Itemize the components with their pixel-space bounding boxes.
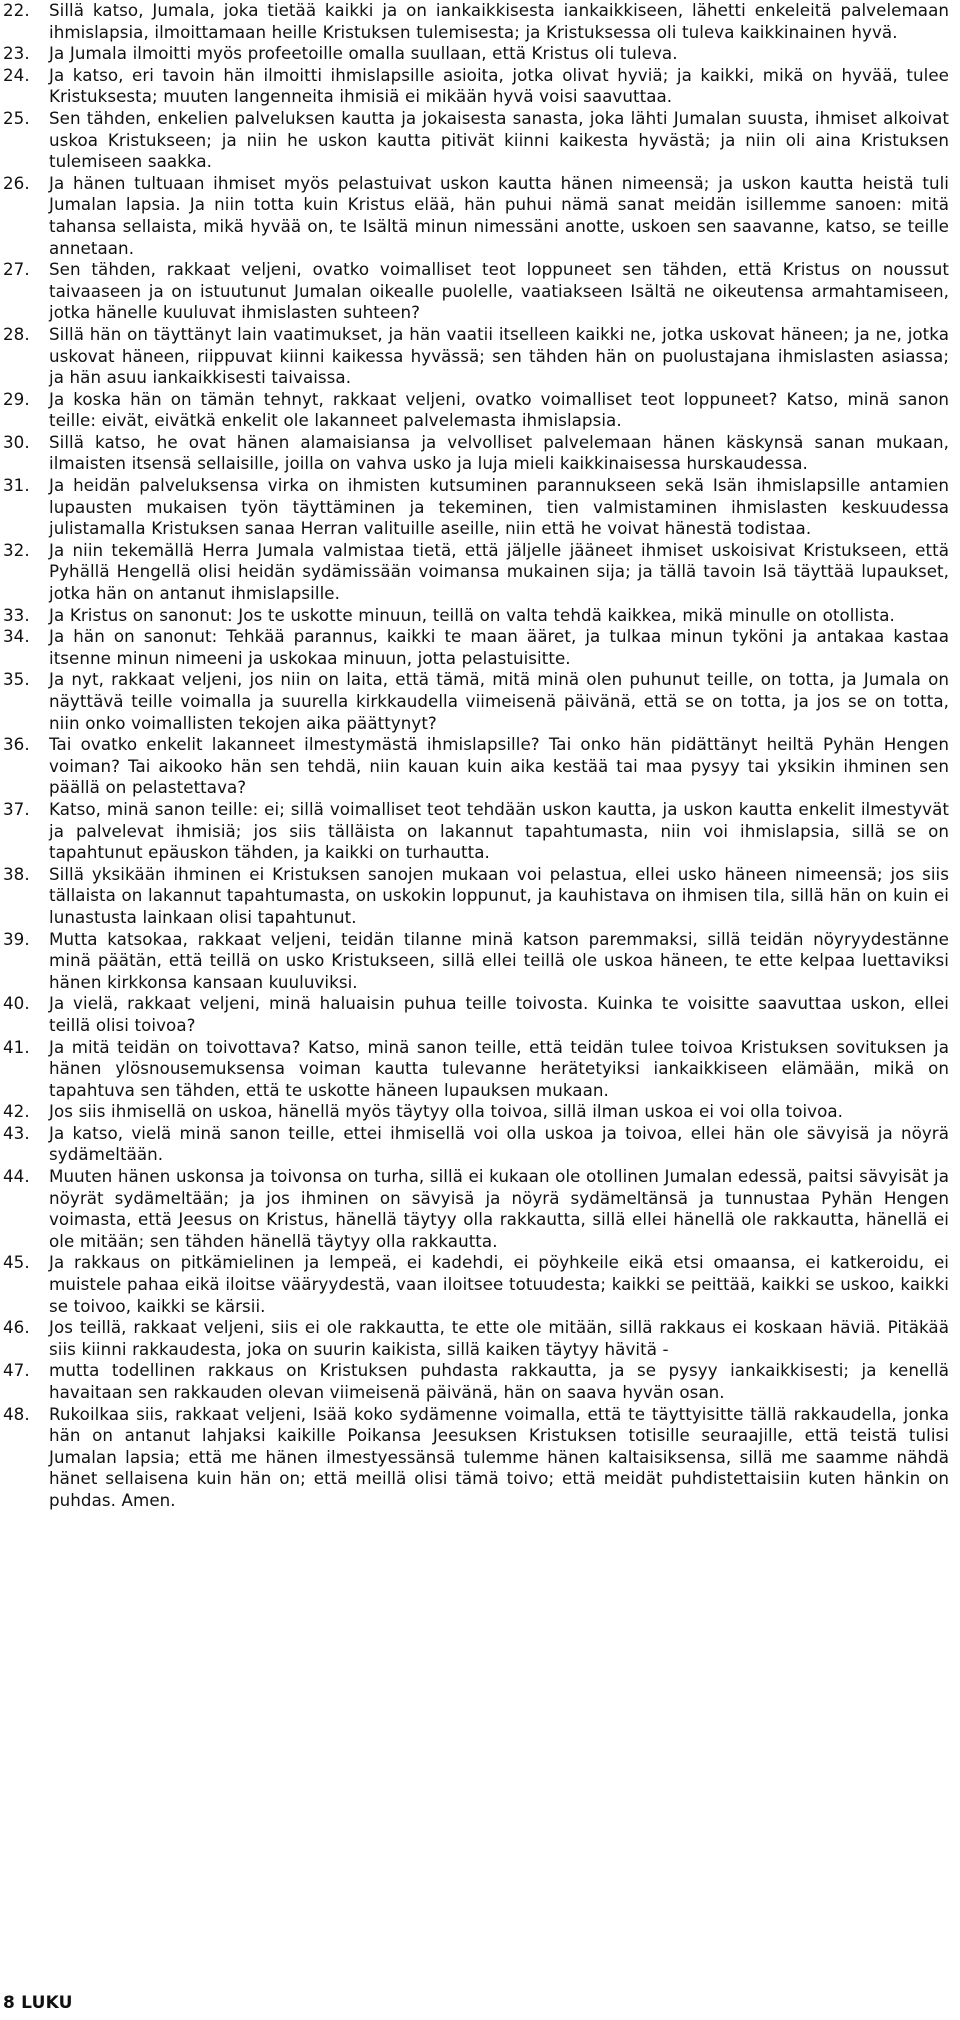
verse-item	[3, 1123, 949, 1166]
verse-number: 26.	[3, 172, 30, 193]
verse-item	[3, 0, 949, 43]
verse-number: 34.	[3, 626, 30, 647]
verse-number: 35.	[3, 669, 30, 690]
verse-item	[3, 540, 949, 605]
verse-number: 46.	[3, 1317, 30, 1338]
verse-item	[3, 669, 949, 734]
verse-number: 45.	[3, 1252, 30, 1273]
verse-text: Ja nyt, rakkaat veljeni, jos niin on laita, että tämä, mitä minä olen puhunut teille, on totta, ja Jumala on näyttävä teille voimalla ja suurella kirkkaudella viimeisenä päivänä, että se on totta, ja jos se on totta, niin onko voimallisten tekojen aika päättynyt?	[49, 669, 949, 733]
verse-number: 38.	[3, 863, 30, 884]
verse-text: Muuten hänen uskonsa ja toivonsa on turha, sillä ei kukaan ole otollinen Jumalan edessä, paitsi sävyisät ja nöyrät sydämeltään; ja jos ihminen on sävyisä ja nöyrä sydämeltänsä ja tunnustaa Pyhän Hengen voimasta, että Jeesus on Kristus, hänellä täytyy olla rakkautta, sillä ellei hänellä ole rakkautta, hänellä ei ole mitään; sen tähden hänellä täytyy olla rakkautta.	[49, 1166, 949, 1251]
verse-number: 33.	[3, 604, 30, 625]
verse-text: Ja Kristus on sanonut: Jos te uskotte minuun, teillä on valta tehdä kaikkea, mikä minulle on otollista.	[49, 604, 895, 625]
verse-text: Ja Jumala ilmoitti myös profeetoille omalla suullaan, että Kristus oli tuleva.	[49, 43, 678, 64]
verse-number: 36.	[3, 734, 30, 755]
verse-text: mutta todellinen rakkaus on Kristuksen puhdasta rakkautta, ja se pysyy iankaikkisesti; ja kenellä havaitaan sen rakkauden olevan viimeisenä päivänä, hän on saava hyvän osan.	[49, 1360, 949, 1402]
verse-text: Tai ovatko enkelit lakanneet ilmestymästä ihmislapsille? Tai onko hän pidättänyt heiltä Pyhän Hengen voiman? Tai aikooko hän sen tehdä, niin kauan kuin aika kestää tai maa pysyy tai yksikin ihminen sen päällä on pelastettava?	[49, 734, 949, 798]
verse-text: Ja katso, eri tavoin hän ilmoitti ihmislapsille asioita, jotka olivat hyviä; ja kaikki, mikä on hyvää, tulee Kristuksesta; muuten langenneita ihmisiä ei mikään hyvä voisi saavuttaa.	[49, 64, 949, 107]
verse-item	[3, 1101, 949, 1123]
verse-item	[3, 605, 949, 627]
verse-item	[3, 1252, 949, 1317]
verse-number: 27.	[3, 259, 30, 280]
verse-text: Sillä hän on täyttänyt lain vaatimukset, ja hän vaatii itselleen kaikki ne, jotka uskovat häneen; ja ne, jotka uskovat häneen, riippuvat kiinni kaikessa hyvässä; sen tähden hän on puolustajana ihmislasten asiassa; ja hän asuu iankaikkisesti taivaissa.	[49, 323, 949, 388]
verse-number: 30.	[3, 431, 30, 452]
verse-text: Ja rakkaus on pitkämielinen ja lempeä, ei kadehdi, ei pöyhkeile eikä etsi omaansa, ei katkeroidu, ei muistele pahaa eikä iloitse vääryydestä, vaan iloitsee totuudesta; kaikki se peittää, kaikki se uskoo, kaikki se toivoo, kaikki se kärsii.	[49, 1252, 949, 1316]
verse-item	[3, 799, 949, 864]
verse-text: Rukoilkaa siis, rakkaat veljeni, Isää koko sydämenne voimalla, että te täyttyisitte tällä rakkaudella, jonka hän on antanut lahjaksi kaikille Poikansa Jeesuksen Kristuksen totisille seuraajille, että teistä tulisi Jumalan lapsia; että me hänen ilmestyessänsä tulemme hänen kaltaisiksensa, sillä me saamme nähdä hänet sellaisena kuin hän on; että meillä olisi tämä toivo; että meidät puhdistettaisiin kuten hänkin on puhdas. Amen.	[49, 1403, 949, 1510]
verse-text: Sillä katso, Jumala, joka tietää kaikki ja on iankaikkisesta iankaikkiseen, lähetti enkeleitä palvelemaan ihmislapsia, ilmoittamaan heille Kristuksen tulemisesta; ja Kristuksessa oli tuleva kaikkinainen hyvä.	[49, 0, 949, 42]
verse-number: 47.	[3, 1360, 30, 1381]
verse-item	[3, 993, 949, 1036]
verse-item	[3, 1404, 949, 1512]
verse-text: Ja hänen tultuaan ihmiset myös pelastuivat uskon kautta hänen nimeensä; ja uskon kautta heistä tuli Jumalan lapsia. Ja niin totta kuin Kristus elää, hän puhui nämä sanat meidän isillemme sanoen: mitä tahansa sellaista, mikä hyvää on, te Isältä minun nimessäni anotte, uskoen sen saavanne, katso, se teille annetaan.	[49, 172, 949, 258]
verse-number: 23.	[3, 43, 30, 64]
verse-number: 22.	[3, 0, 30, 20]
verse-text: Ja mitä teidän on toivottava? Katso, minä sanon teille, että teidän tulee toivoa Kristuksen sovituksen ja hänen ylösnousemuksensa voiman kautta tulevanne herätetyiksi iankaikkiseen elämään, mikä on tapahtuva sen tähden, että te uskotte häneen lupauksen mukaan.	[49, 1036, 949, 1100]
verse-item	[3, 1360, 949, 1403]
verse-item	[3, 65, 949, 108]
verse-text: Katso, minä sanon teille: ei; sillä voimalliset teot tehdään uskon kautta, ja uskon kautta enkelit ilmestyvät ja palvelevat ihmisiä; jos siis tälläista on lakannut tapahtumasta, niin voi ihmislapsia, sillä se on tapahtunut epäuskon tähden, ja kaikki on turhautta.	[49, 798, 949, 863]
verse-text: Sillä katso, he ovat hänen alamaisiansa ja velvolliset palvelemaan hänen käskynsä sanan mukaan, ilmaisten itsensä sellaisille, joilla on vahva usko ja luja mieli kaikkinaisessa hurskaudessa.	[49, 431, 949, 474]
verse-item	[3, 432, 949, 475]
verse-text: Ja niin tekemällä Herra Jumala valmistaa tietä, että jäljelle jääneet ihmiset uskoisivat Kristukseen, että Pyhällä Hengellä olisi heidän sydämissään voimansa mukainen sija; ja tällä tavoin Isä täyttää lupaukset, jotka hän on antanut ihmislapsille.	[49, 539, 949, 604]
verse-text: Ja katso, vielä minä sanon teille, ettei ihmisellä voi olla uskoa ja toivoa, ellei hän ole sävyisä ja nöyrä sydämeltään.	[49, 1122, 949, 1165]
verse-number: 39.	[3, 928, 30, 949]
verse-number: 28.	[3, 323, 30, 344]
verse-text: Ja hän on sanonut: Tehkää parannus, kaikki te maan ääret, ja tulkaa minun tyköni ja antakaa kastaa itsenne minun nimeeni ja uskokaa minuun, jotta pelastuisitte.	[49, 626, 949, 668]
verse-number: 44.	[3, 1166, 30, 1187]
verse-text: Ja heidän palveluksensa virka on ihmisten kutsuminen parannukseen sekä Isän ihmislapsille antamien lupausten mukaisen työn täyttäminen ja tekeminen, tien valmistaminen ihmislasten keskuudessa julistamalla Kristuksen sanaa Herran valituille aseille, niin että he voivat hänestä todistaa.	[49, 475, 949, 539]
verse-item	[3, 475, 949, 540]
verse-item	[3, 626, 949, 669]
verse-text: Sen tähden, rakkaat veljeni, ovatko voimalliset teot loppuneet sen tähden, että Kristus on noussut taivaaseen ja on istuutunut Jumalan oikealle puolelle, vaatiakseen Isältä ne oikeutensa armahtamiseen, jotka hänelle kuuluvat ihmislasten suhteen?	[49, 259, 949, 323]
verse-number: 43.	[3, 1122, 30, 1143]
verse-text: Ja vielä, rakkaat veljeni, minä haluaisin puhua teille toivosta. Kuinka te voisitte saavuttaa uskon, ellei teillä olisi toivoa?	[49, 993, 949, 1035]
verse-text: Sen tähden, enkelien palveluksen kautta ja jokaisesta sanasta, joka lähti Jumalan suusta, ihmiset alkoivat uskoa Kristukseen; ja niin he uskon kautta pitivät kiinni kaikesta hyvästä; ja niin oli aina Kristuksen tulemiseen saakka.	[49, 107, 949, 172]
verse-item	[3, 929, 949, 994]
verse-item	[3, 1166, 949, 1252]
verse-item	[3, 259, 949, 324]
verse-item	[3, 734, 949, 799]
verse-text: Sillä yksikään ihminen ei Kristuksen sanojen mukaan voi pelastua, ellei usko häneen nimeensä; jos siis tällaista on lakannut tapahtumasta, on uskokin loppunut, ja kauhistava on ihmisen tila, sillä hän on kuin ei lunastusta lainkaan olisi tapahtunut.	[49, 863, 949, 927]
verse-number: 37.	[3, 798, 30, 819]
verse-number: 25.	[3, 107, 30, 128]
verse-text: Jos siis ihmisellä on uskoa, hänellä myös täytyy olla toivoa, sillä ilman uskoa ei voi olla toivoa.	[49, 1101, 844, 1122]
verse-item	[3, 173, 949, 259]
verse-number: 31.	[3, 475, 30, 496]
verse-text: Mutta katsokaa, rakkaat veljeni, teidän tilanne minä katson paremmaksi, sillä teidän nöyryydestänne minä päätän, että teillä on usko Kristukseen, sillä ellei teillä ole uskoa häneen, te ette kelpaa luettaviksi hänen kirkkonsa kansaan kuuluviksi.	[49, 928, 949, 992]
verse-text: Ja koska hän on tämän tehnyt, rakkaat veljeni, ovatko voimalliset teot loppuneet? Katso, minä sanon teille: eivät, eivätkä enkelit ole lakanneet palvelemasta ihmislapsia.	[49, 388, 949, 431]
verse-item	[3, 324, 949, 389]
verse-item	[3, 1317, 949, 1360]
verse-number: 42.	[3, 1101, 30, 1122]
page-footer: 8 LUKU	[3, 1993, 73, 2013]
verse-number: 48.	[3, 1403, 30, 1424]
verse-number: 24.	[3, 64, 30, 85]
verse-number: 41.	[3, 1036, 30, 1057]
verse-number: 40.	[3, 993, 30, 1014]
verse-text: Jos teillä, rakkaat veljeni, siis ei ole rakkautta, te ette ole mitään, sillä rakkaus ei koskaan häviä. Pitäkää siis kiinni rakkaudesta, joka on suurin kaikista, sillä kaiken täytyy hävitä -	[49, 1317, 949, 1359]
verse-item	[3, 43, 949, 65]
verse-item	[3, 389, 949, 432]
verse-item	[3, 864, 949, 929]
verse-item	[3, 108, 949, 173]
verse-number: 32.	[3, 539, 30, 560]
verse-number: 29.	[3, 388, 30, 409]
verse-item	[3, 1037, 949, 1102]
